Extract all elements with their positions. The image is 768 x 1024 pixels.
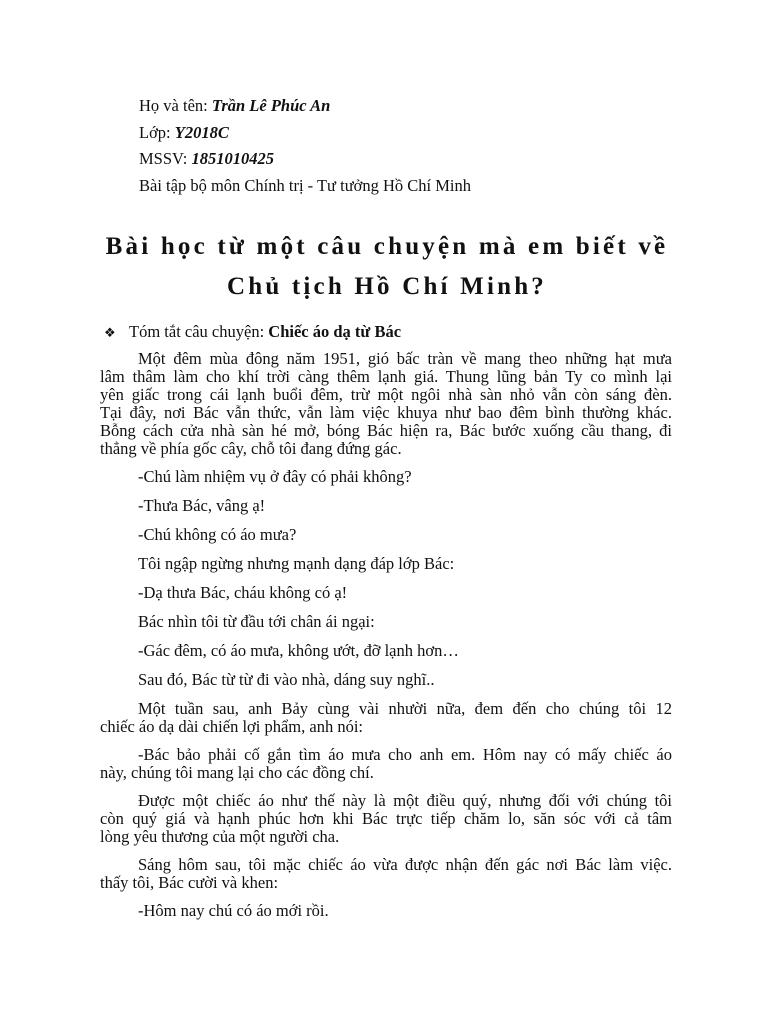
paragraph-line: -Thưa Bác, vâng ạ! bbox=[138, 496, 266, 515]
story-summary-heading bbox=[104, 320, 401, 346]
paragraph-line: Một đêm mùa đông năm 1951, gió bấc tràn về mang theo những hạt mưa bbox=[138, 349, 672, 368]
paragraph-line: Sau đó, Bác từ từ đi vào nhà, dáng suy nghĩ.. bbox=[138, 670, 435, 689]
paragraph-line: còn quý giá và hạnh phúc hơn khi Bác trực tiếp chăm lo, săn sóc với cả tâm bbox=[100, 809, 672, 828]
paragraph-line: Một tuần sau, anh Bảy cùng vài nhười nữa, đem đến cho chúng tôi 12 bbox=[138, 699, 672, 718]
paragraph-line: yên giấc trong cái lạnh buổi đêm, trừ một ngôi nhà sàn nhỏ vẫn còn sáng đèn. bbox=[100, 385, 672, 404]
title-line-2: Chủ tịch Hồ Chí Minh? bbox=[226, 273, 548, 300]
story-body bbox=[100, 350, 672, 931]
story-paragraph bbox=[100, 468, 672, 486]
story-paragraph bbox=[100, 526, 672, 544]
story-paragraph bbox=[100, 642, 672, 660]
paragraph-line: này, chúng tôi mang lại cho các đồng chí. bbox=[100, 763, 374, 782]
paragraph-line: -Gác đêm, có áo mưa, không ướt, đỡ lạnh hơn… bbox=[138, 641, 459, 660]
paragraph-line: -Dạ thưa Bác, cháu không có ạ! bbox=[138, 583, 348, 602]
name-value: Trần Lê Phúc An bbox=[211, 96, 331, 115]
story-paragraph bbox=[100, 902, 672, 920]
paragraph-line: lâm thâm làm cho khí trời càng thêm lạnh giá. Thung lũng bản Ty co mình lại bbox=[100, 367, 672, 386]
paragraph-line: -Chú làm nhiệm vụ ở đây có phải không? bbox=[138, 467, 412, 486]
paragraph-line: -Bác bảo phải cố gắn tìm áo mưa cho anh em. Hôm nay có mấy chiếc áo bbox=[138, 745, 672, 764]
name-label: Họ và tên: bbox=[139, 96, 212, 115]
paragraph-line: Bác nhìn tôi từ đầu tới chân ái ngại: bbox=[138, 612, 375, 631]
course-line: Bài tập bộ môn Chính trị - Tư tưởng Hồ Chí Minh bbox=[139, 175, 472, 195]
paragraph-line: Tại đây, nơi Bác vẫn thức, vẫn làm việc khuya như bao đêm bình thường khác. bbox=[100, 403, 672, 422]
student-id-value: 1851010425 bbox=[191, 149, 274, 168]
class-label: Lớp: bbox=[139, 122, 175, 142]
story-paragraph bbox=[100, 497, 672, 515]
paragraph-line: thấy tôi, Bác cười và khen: bbox=[100, 873, 279, 892]
class-value: Y2018C bbox=[174, 122, 229, 142]
student-id-label: MSSV: bbox=[139, 149, 192, 168]
paragraph-line: -Chú không có áo mưa? bbox=[138, 525, 297, 544]
paragraph-line: Tôi ngập ngừng nhưng mạnh dạng đáp lớp Bác: bbox=[138, 554, 455, 573]
paragraph-line: Bỗng cách cửa nhà sàn hé mở, bóng Bác hiện ra, Bác bước xuống cầu thang, đi bbox=[100, 421, 672, 440]
student-id-line bbox=[139, 146, 471, 173]
story-paragraph bbox=[100, 746, 672, 782]
story-title: Chiếc áo dạ từ Bác bbox=[268, 322, 402, 341]
paragraph-line: lòng yêu thương của một người cha. bbox=[100, 827, 340, 846]
paragraph-line: chiếc áo dạ dài chiến lợi phẩm, anh nói: bbox=[100, 717, 364, 736]
student-info bbox=[139, 93, 471, 199]
story-paragraph bbox=[100, 856, 672, 892]
story-paragraph bbox=[100, 792, 672, 846]
class-line bbox=[139, 120, 471, 147]
title-line-1: Bài học từ một câu chuyện mà em biết về bbox=[105, 233, 669, 260]
story-paragraph bbox=[100, 555, 672, 573]
story-paragraph bbox=[100, 671, 672, 689]
paragraph-line: Sáng hôm sau, tôi mặc chiếc áo vừa được nhận đến gác nơi Bác làm việc. bbox=[138, 855, 672, 874]
diamond-bullet-icon: ❖ bbox=[104, 326, 116, 341]
paragraph-line: Được một chiếc áo như thế này là một điều quý, nhưng đối với chúng tôi bbox=[138, 791, 672, 810]
story-paragraph bbox=[100, 700, 672, 736]
page-title bbox=[100, 227, 674, 307]
story-paragraph bbox=[100, 613, 672, 631]
paragraph-line: -Hôm nay chú có áo mới rồi. bbox=[138, 901, 329, 920]
name-line bbox=[139, 93, 471, 120]
story-paragraph bbox=[100, 584, 672, 602]
story-paragraph bbox=[100, 350, 672, 458]
paragraph-line: thẳng về phía gốc cây, chỗ tôi đang đứng gác. bbox=[100, 439, 402, 458]
summary-label: Tóm tắt câu chuyện: bbox=[129, 322, 269, 341]
